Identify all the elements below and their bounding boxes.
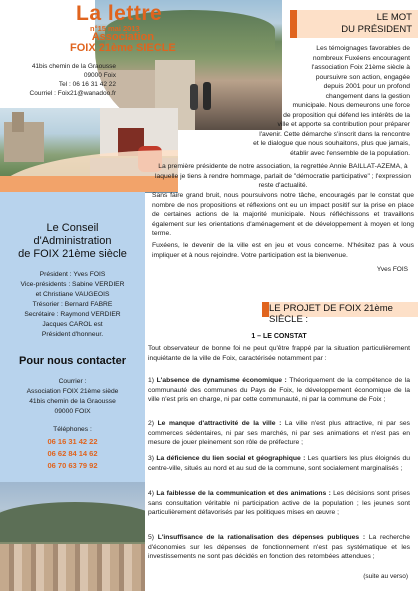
text-line: Les témoignages favorables de xyxy=(316,45,410,52)
text-line: établir avec l'ensemble de la population. xyxy=(290,149,410,157)
mot-paragraph-3: Sans faire grand bruit, nous poursuivons notre tâche, encouragés par le constat que nombre de nos propositions et réflexions ont eu un impact positif sur la prise en place de certaines actions de la majorité municipale. Nous réfléchissons et travaillons également sur les orientations d'aménagement et de développement à moyen et long terme. xyxy=(152,192,414,237)
section-title: 1 – LE CONSTAT xyxy=(251,333,307,340)
list-item xyxy=(148,489,410,518)
text-line: nombreux Fuxéens encouragent xyxy=(312,54,410,62)
address-line: 41bis chemin de la Graousse xyxy=(31,63,116,70)
item-text: La ville n'est plus attractive, ni par ses commerces sédentaires, ni par ses marchés, ni par ses animations et n'est pas en mesure de jouer pleinement son rôle de préfecture ; xyxy=(148,420,410,447)
council-member: et Christiane VAUGEOIS xyxy=(35,291,110,298)
contact-title: Pour nous contacter xyxy=(19,355,126,367)
item-text: Les quartiers les plus éloignés du centre-ville, situés au nord et au sud de la commune, sont socialement marginalisés ; xyxy=(148,455,410,472)
text-line: l'avenir. Cette démarche s'inscrit dans la rencontre xyxy=(259,130,410,138)
council-member: Président d'honneur. xyxy=(41,331,104,338)
mot-paragraph-4: Fuxéens, le devenir de la ville est en jeu et vous concerne. N'hésitez pas à vous impliquer et à nous rejoindre. Votre participation est la bienvenue. xyxy=(152,242,414,259)
mot-heading xyxy=(290,10,418,38)
item-number: 4) xyxy=(148,490,155,497)
town-panorama-photo xyxy=(0,482,145,591)
phone-number: 06 62 84 14 62 xyxy=(47,449,98,458)
item-lead: L'absence de dynamisme économique : xyxy=(156,377,287,384)
text-line: l'association Foix 21ème siècle à xyxy=(311,64,410,71)
contact-line: Courrier : xyxy=(58,378,87,385)
signature: Yves FOIS xyxy=(376,266,408,273)
text-line: de proposition qui défend les intérêts de la xyxy=(283,111,410,119)
council-title-line: d'Administration xyxy=(33,235,112,247)
sidebar xyxy=(0,192,145,482)
text-line: poursuivre son action, engagée xyxy=(315,73,410,81)
list-item xyxy=(148,419,410,448)
list-item xyxy=(148,454,410,473)
text-line: et le dialogue que nous souhaitons, plus que jamais, xyxy=(253,140,410,147)
item-number: 2) xyxy=(148,420,155,427)
phone-number: 06 70 63 79 92 xyxy=(47,461,98,470)
projet-heading xyxy=(262,302,418,325)
council-member: Secrétaire : Raymond VERDIER xyxy=(24,311,121,318)
address-line: 09000 Foix xyxy=(83,72,116,79)
mot-heading-line-1: LE MOT xyxy=(376,12,412,23)
council-member: Vice-présidents : Sabine VERDIER xyxy=(20,281,125,288)
text-line: changement dans la gestion xyxy=(325,92,410,100)
council-member: Président : Yves FOIS xyxy=(39,271,106,278)
item-number: 3) xyxy=(148,455,155,462)
text-line: municipale. Nous demeurons une force xyxy=(292,102,410,109)
projet-intro: Tout observateur de bonne foi ne peut qu'être frappé par la situation particulièrement inquiétante de la ville de Foix, caractérisée notamment par : xyxy=(148,345,410,362)
newsletter-title: La lettre xyxy=(76,2,163,25)
contact-line: 41bis chemin de la Graousse xyxy=(29,398,116,405)
issue-number: n°15 mai 2013 xyxy=(90,24,140,33)
council-member: Jacques CAROL est xyxy=(42,321,103,328)
text-line: depuis 2001 pour un profond xyxy=(323,83,410,90)
council-title-line: Le Conseil xyxy=(46,222,99,234)
list-item xyxy=(148,533,410,562)
phones-label: Téléphones : xyxy=(53,426,92,433)
address-line: Courriel : Foix21@wanadoo.fr xyxy=(29,90,116,97)
contact-line: 09000 FOIX xyxy=(54,408,91,415)
item-text: Théoriquement de la compétence de la communauté des communes du Pays de Foix, le développement économique de la ville n'est pris en charge, ni par cette communauté, ni par la commune de Foix ; xyxy=(148,377,410,404)
continued-note: (suite au verso) xyxy=(363,573,408,580)
council-title-line: de FOIX 21ème siècle xyxy=(18,248,127,260)
item-lead: La déficience du lien social et géographique : xyxy=(156,455,306,462)
projet-heading-text: LE PROJET DE FOIX 21ème SIÈCLE : xyxy=(269,303,393,325)
item-lead: La faiblesse de la communication et des animations : xyxy=(156,490,331,497)
phone-number: 06 16 31 42 22 xyxy=(47,437,98,446)
mot-paragraph-1 xyxy=(160,44,410,158)
association-line-1: Association xyxy=(91,31,155,43)
council-member: Trésorier : Bernard FABRE xyxy=(32,301,113,308)
mot-paragraph-2: La première présidente de notre association, la regrettée Annie BAILLAT-AZEMA, à laquelle je tiens à rendre hommage, parlait de "démocratie participative" ; l'expression reste d'actualité. xyxy=(155,163,411,189)
item-lead: L'insuffisance de la rationalisation des dépenses publiques : xyxy=(157,534,366,541)
address-line: Tel : 06 16 31 42 22 xyxy=(58,81,116,88)
item-number: 5) xyxy=(148,534,155,541)
item-text: Les décisions sont prises sans consultation véritable ni participation active de la population ; les jeunes sont particulièrement défavorisés par les politiques mises en œuvre ; xyxy=(148,490,411,517)
association-line-2: FOIX 21ème SIECLE xyxy=(70,42,176,54)
item-lead: Le manque d'attractivité de la ville : xyxy=(157,420,282,427)
item-number: 1) xyxy=(148,377,155,384)
contact-line: Association FOIX 21ème siède xyxy=(26,388,119,395)
list-item xyxy=(148,376,410,405)
mot-heading-line-2: DU PRÉSIDENT xyxy=(341,24,412,35)
header-address xyxy=(4,62,116,98)
item-text: La recherche d'économies sur les dépenses de fonctionnement n'est pas systématique et les investissements ne sont pas décidés en fonction des retombées attendues ; xyxy=(148,534,410,561)
text-line: ville et apporte sa contribution pour préparer xyxy=(277,121,410,128)
